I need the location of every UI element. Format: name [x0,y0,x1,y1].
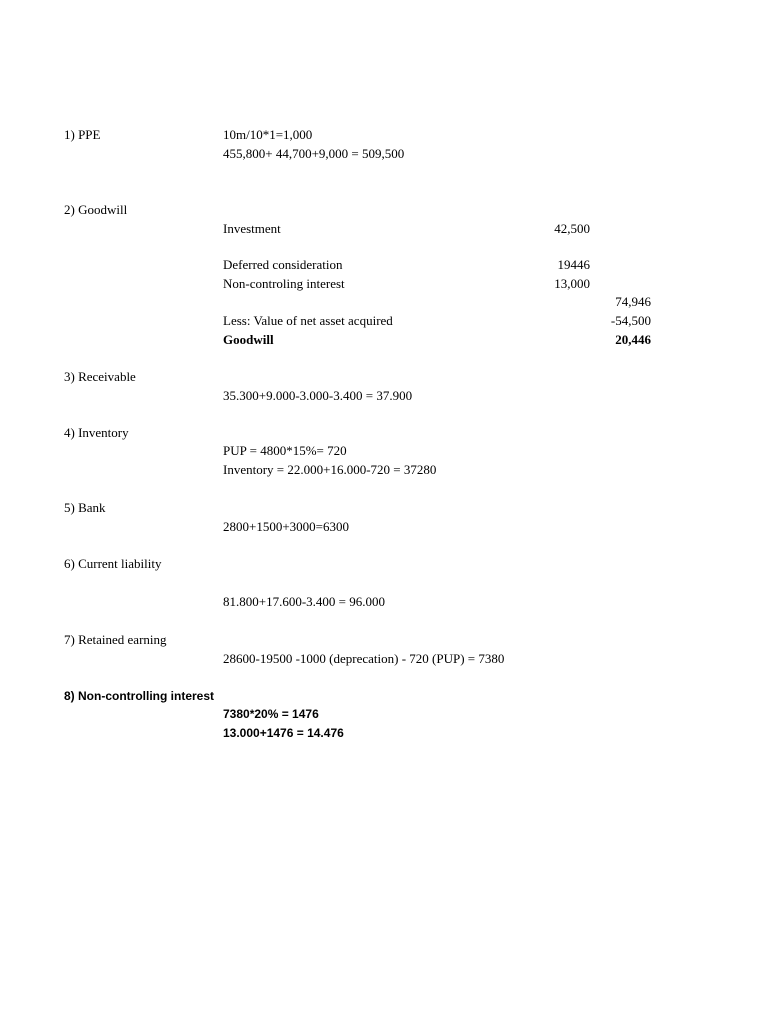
goodwill-total-label: Goodwill [223,332,274,347]
goodwill-total-value: 20,446 [615,332,651,347]
current-liability-heading: 6) Current liability [64,556,162,571]
nci-line-2: 13.000+1476 = 14.476 [223,726,344,740]
retained-earning-heading: 7) Retained earning [64,632,167,647]
nci-heading: 8) Non-controlling interest [64,689,214,703]
receivable-line-1: 35.300+9.000-3.000-3.400 = 37.900 [223,388,413,403]
inventory-heading: 4) Inventory [64,425,129,440]
goodwill-less-value: -54,500 [610,313,651,328]
ppe-line-2: 455,800+ 44,700+9,000 = 509,500 [223,146,405,161]
ppe-heading: 1) PPE [64,127,101,142]
goodwill-subtotal: 74,946 [615,294,651,309]
bank-heading: 5) Bank [64,500,106,515]
nci-line-1: 7380*20% = 1476 [223,707,319,721]
goodwill-row-label: Non-controling interest [223,276,345,291]
receivable-heading: 3) Receivable [64,369,136,384]
goodwill-heading: 2) Goodwill [64,202,128,217]
goodwill-row-value: 42,500 [554,221,590,236]
goodwill-row-value: 19446 [557,257,590,272]
retained-earning-line-1: 28600-19500 -1000 (deprecation) - 720 (PUP) = 7380 [223,651,505,666]
inventory-line-2: Inventory = 22.000+16.000-720 = 37280 [223,462,437,477]
bank-line-1: 2800+1500+3000=6300 [223,519,349,534]
ppe-line-1: 10m/10*1=1,000 [223,127,313,142]
inventory-line-1: PUP = 4800*15%= 720 [223,443,347,458]
goodwill-row-value: 13,000 [554,276,590,291]
goodwill-less-label: Less: Value of net asset acquired [223,313,393,328]
goodwill-row-label: Deferred consideration [223,257,343,272]
current-liability-line-1: 81.800+17.600-3.400 = 96.000 [223,594,385,609]
goodwill-row-label: Investment [223,221,281,236]
